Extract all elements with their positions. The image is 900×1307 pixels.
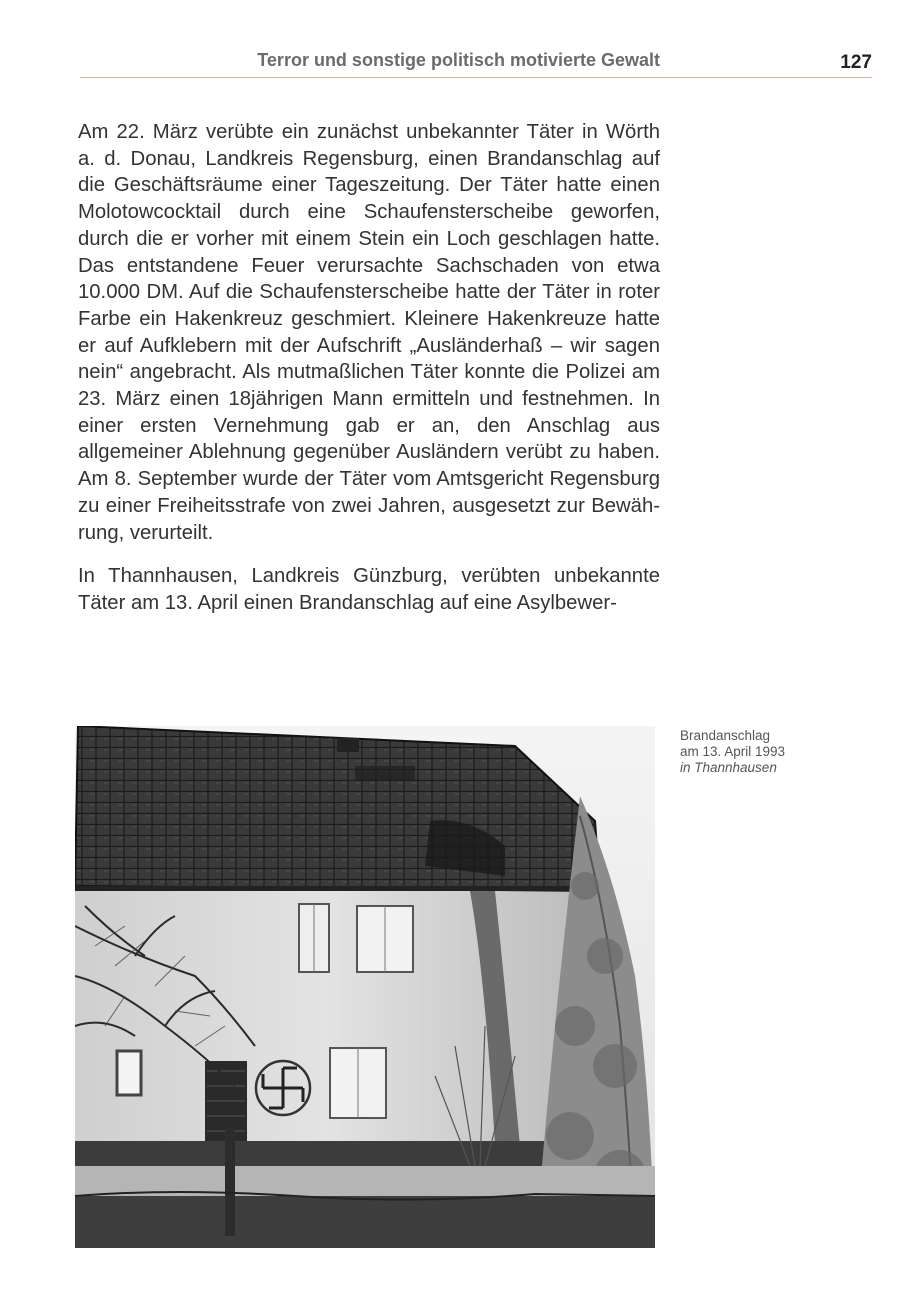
photo-caption	[680, 728, 860, 776]
caption-line: in Thannhausen	[680, 760, 777, 775]
paragraph: In Thannhausen, Landkreis Günzburg, verübten unbekannte Täter am 13. April einen Brandanschlag auf eine Asylbewer-	[78, 565, 660, 614]
body-text	[78, 119, 660, 634]
header-title: Terror und sonstige politisch motivierte Gewalt	[257, 50, 660, 70]
header-rule	[80, 77, 872, 78]
page-number: 127	[840, 52, 872, 73]
caption-line: am 13. April 1993	[680, 744, 786, 759]
house-photo	[75, 726, 655, 1248]
caption-line: Brandanschlag	[680, 728, 771, 743]
paragraph: Am 22. März verübte ein zunächst unbekannter Täter in Wörth a. d. Donau, Landkreis Regensburg, einen Brandanschlag auf die Geschäftsräume einer Tageszeitung. Der Täter hatte einen Molotowcocktail durch eine Schaufensterscheibe geworfen, durch die er vorher mit einem Stein ein Loch geschlagen hatte. Das entstandene Feuer verursachte Sachschaden von etwa 10.000 DM. Auf die Schaufensterscheibe hatte der Täter in roter Farbe ein Hakenkreuz geschmiert. Kleinere Hakenkreuze hatte er auf Aufklebern mit der Aufschrift „Ausländerhaß – wir sagen nein“ angebracht. Als mutmaßlichen Täter konnte die Polizei am 23. März einen 18jährigen Mann ermitteln und festnehmen. In einer ersten Vernehmung gab er an, den Anschlag aus allgemeiner Ablehnung gegenüber Ausländern verübt zu haben. Am 8. September wurde der Täter vom Amtsgericht Regensburg zu einer Freiheitsstrafe von zwei Jahren, ausgesetzt zur Bewährung, verurteilt.	[78, 121, 660, 544]
